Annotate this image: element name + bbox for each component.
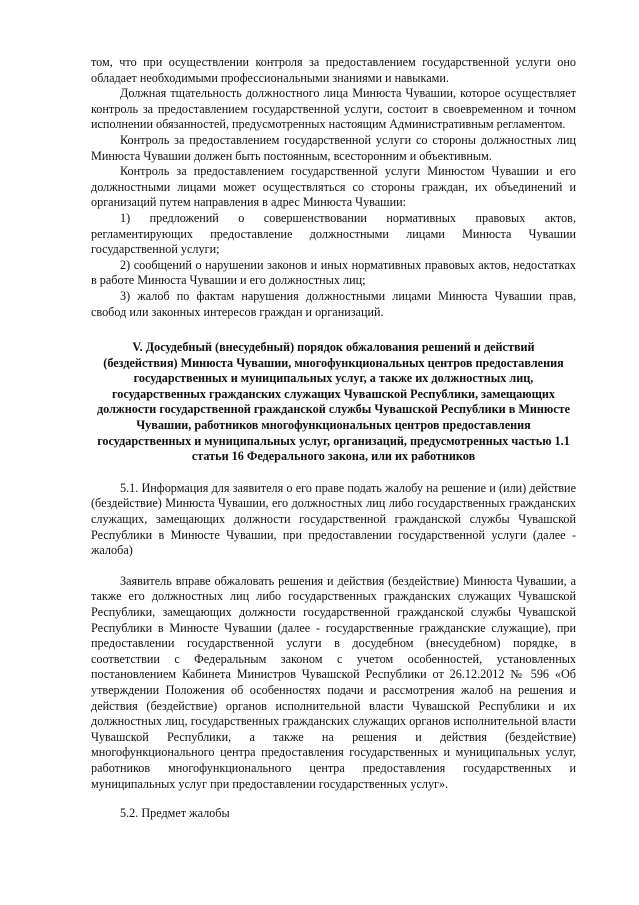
paragraph-control-constant: Контроль за предоставлением государственной услуги со стороны должностных лиц Минюста Чувашии должен быть постоянным, всесторонним и объективным. [91, 132, 576, 163]
list-item-reports: 2) сообщений о нарушении законов и иных нормативных правовых актов, недостатках в работе Минюста Чувашии и его должностных лиц; [91, 257, 576, 288]
paragraph-5-1: 5.1. Информация для заявителя о его праве подать жалобу на решение и (или) действие (бездействие) Минюста Чувашии, его должностных лиц либо государственных гражданских служащих, замещающих должности государственной гражданской службы Чувашской Республики в Минюсте Чувашии, при предоставлении государственной услуги (далее - жалоба) [91, 480, 576, 558]
section-heading-v: V. Досудебный (внесудебный) порядок обжалования решений и действий (бездействия) Минюста Чувашии, многофункциональных центров предоставления государственных и муниципальных услуг, а также их должностных лиц, государственных гражданских служащих Чувашской Республики, замещающих должности государственной гражданской службы Чувашской Республики в Минюсте Чувашии, работников многофункциональных центров предоставления государственных и муниципальных услуг, организаций, предусмотренных частью 1.1 статьи 16 Федерального закона, или их работников [96, 340, 571, 464]
paragraph-5-2: 5.2. Предмет жалобы [120, 806, 230, 821]
paragraph-diligence: Должная тщательность должностного лица Минюста Чувашии, которое осуществляет контроль за предоставлением государственной услуги, состоит в своевременном и точном исполнении обязанностей, предусмотренных настоящим Административным регламентом. [91, 86, 576, 132]
list-item-proposals: 1) предложений о совершенствовании нормативных правовых актов, регламентирующих предоставление должностными лицами Минюста Чувашии государственной услуги; [91, 210, 576, 257]
paragraph-public-control: Контроль за предоставлением государственной услуги Минюстом Чувашии и его должностными лицами может осуществляться со стороны граждан, их объединений и организаций путем направления в адрес Минюста Чувашии: [91, 164, 576, 210]
paragraph-continuation: том, что при осуществлении контроля за предоставлением государственной услуги оно обладает необходимыми профессиональными знаниями и навыками. [91, 55, 576, 85]
paragraph-appeal-right: Заявитель вправе обжаловать решения и действия (бездействие) Минюста Чувашии, а также его должностных лиц либо государственных гражданских служащих Чувашской Республики, замещающих должности государственной гражданской службы Чувашской Республики в Минюсте Чувашии (далее - государственные гражданские служащие), при предоставлении государственной услуги в досудебном (внесудебном) порядке, в соответствии с Федеральным законом с учетом особенностей, установленных постановлением Кабинета Министров Чувашской Республики от 26.12.2012 № 596 «Об утверждении Положения об особенностях подачи и рассмотрения жалоб на решения и действия (бездействие) органов исполнительной власти Чувашской Республики и их должностных лиц, государственных гражданских служащих органов исполнительной власти Чувашской Республики, а также на решения и действия (бездействие) многофункционального центра предоставления государственных и муниципальных услуг, работников многофункционального центра предоставления государственных и муниципальных услуг при предоставлении государственных услуг». [91, 573, 576, 791]
spacer [91, 792, 576, 806]
list-item-complaints: 3) жалоб по фактам нарушения должностными лицами Минюста Чувашии прав, свобод или законных интересов граждан и организаций. [91, 288, 576, 319]
spacer [91, 559, 576, 574]
document-page [91, 55, 576, 822]
